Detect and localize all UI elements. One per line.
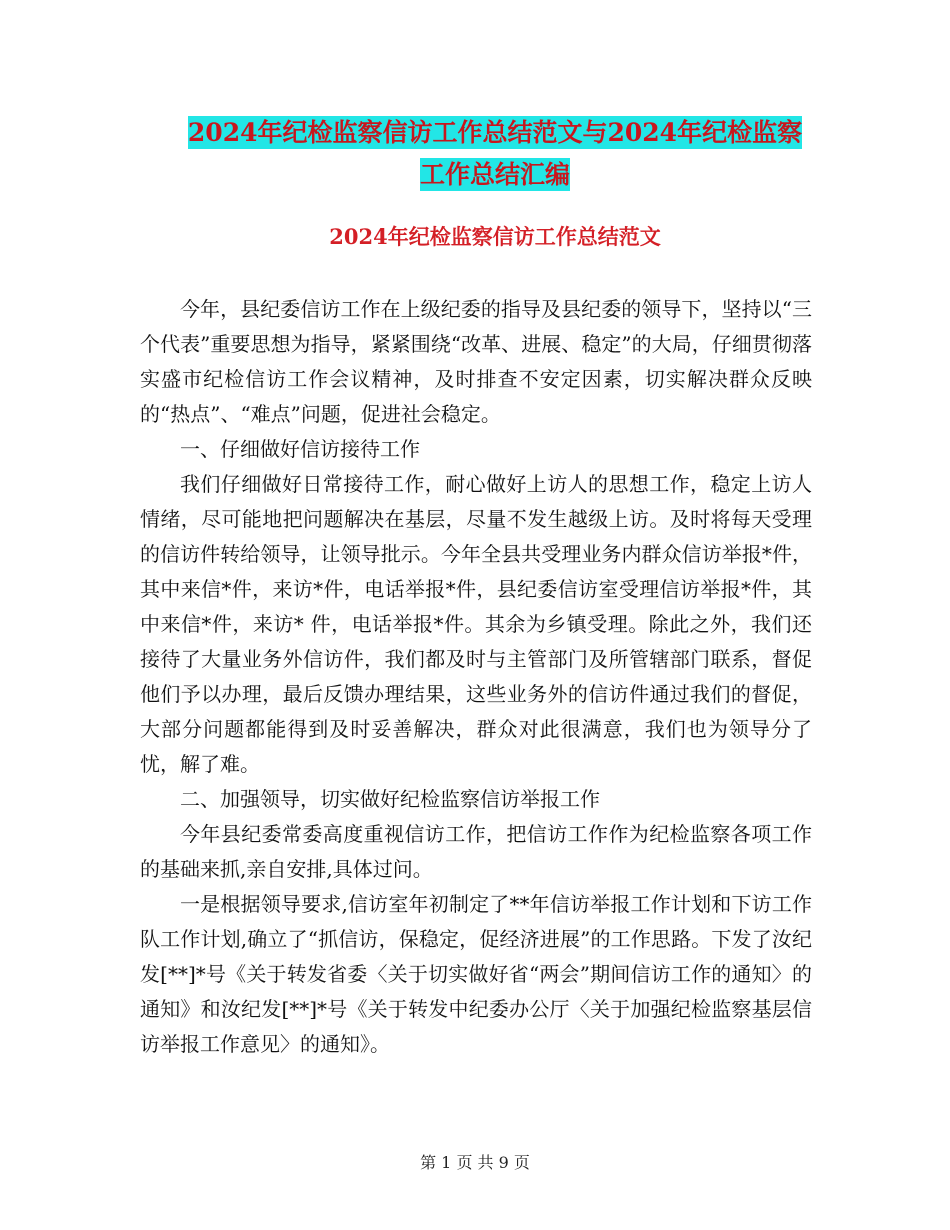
paragraph-section-2-item-1: 一是根据领导要求,信访室年初制定了**年信访举报工作计划和下访工作队工作计划,确立了“抓信访，保稳定，促经济进展”的工作思路。下发了汝纪发[**]*号《关于转发省委〈关于切实做好省“两会”期间信访工作的通知〉的通知》和汝纪发[**]*号《关于转发中纪委办公厅〈关于加强纪检监察基层信访举报工作意见〉的通知》。 (140, 892, 812, 1056)
document-title (140, 112, 850, 196)
heading-section-1: 一、仔细做好信访接待工作 (180, 437, 420, 461)
section-title: 2024年纪检监察信访工作总结范文 (329, 224, 661, 249)
paragraph-section-2: 今年县纪委常委高度重视信访工作，把信访工作作为纪检监察各项工作的基础来抓,亲自安排,具体过问。 (140, 822, 812, 881)
paragraph-intro: 今年，县纪委信访工作在上级纪委的指导及县纪委的领导下，坚持以“三个代表”重要思想为指导，紧紧围绕“改革、进展、稳定”的大局，仔细贯彻落实盛市纪检信访工作会议精神，及时排查不安定因素，切实解决群众反映的“热点”、“难点”问题，促进社会稳定。 (140, 297, 812, 426)
title-line-1: 2024年纪检监察信访工作总结范文与2024年纪检监察 (187, 118, 803, 147)
page-number-footer: 第 1 页 共 9 页 (420, 1153, 530, 1172)
title-line-2: 工作总结汇编 (419, 160, 570, 189)
heading-section-2: 二、加强领导，切实做好纪检监察信访举报工作 (180, 787, 600, 811)
paragraph-section-1: 我们仔细做好日常接待工作，耐心做好上访人的思想工作，稳定上访人情绪，尽可能地把问题解决在基层，尽量不发生越级上访。及时将每天受理的信访件转给领导，让领导批示。今年全县共受理业务内群众信访举报*件，其中来信*件，来访*件，电话举报*件，县纪委信访室受理信访举报*件，其中来信*件，来访* 件，电话举报*件。其余为乡镇受理。除此之外，我们还接待了大量业务外信访件，我们都及时与主管部门及所管辖部门联系，督促他们予以办理，最后反馈办理结果，这些业务外的信访件通过我们的督促，大部分问题都能得到及时妥善解决，群众对此很满意，我们也为领导分了忧，解了难。 (140, 472, 812, 776)
document-body (140, 292, 812, 1062)
